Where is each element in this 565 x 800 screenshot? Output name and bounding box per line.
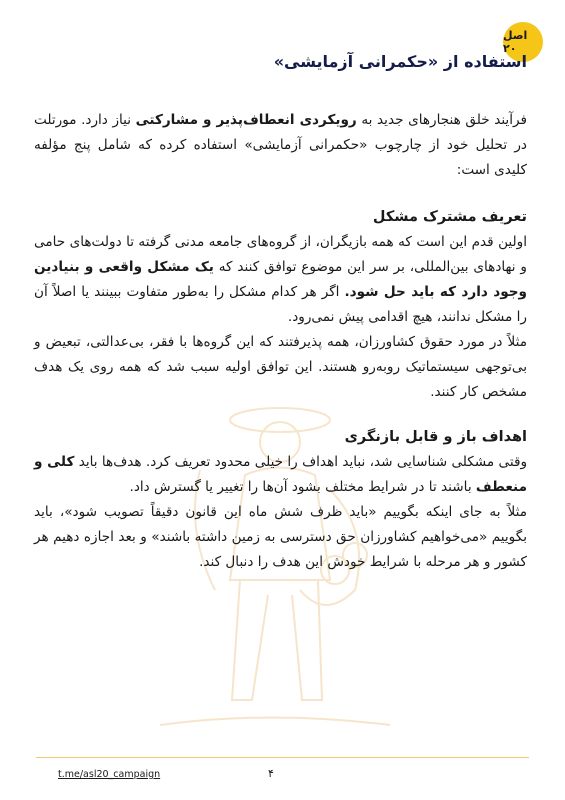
article-body [34,108,527,575]
section-paragraph: اولین قدم این است که همه بازیگران، از گروه‌های جامعه مدنی گرفته تا دولت‌های حامی و نهادهای بین‌المللی، بر سر این موضوع توافق کنند که یک مشکل واقعی و بنیادین وجود دارد که باید حل شود. اگر هر کدام مشکل را به‌طور متفاوت ببینند یا اصلاً آن را مشکل ندانند، هیچ اقدامی پیش نمی‌رود. [34,234,527,325]
section-paragraph: مثلاً به جای اینکه بگوییم «باید ظرف شش ماه این قانون دقیقاً تصویب شود»، باید بگوییم «می‌خواهیم کشاورزان حق دسترسی به زمین داشته باشند» و بعد اجازه دهیم هر کشور و هر مرحله با شرایط خودش این هدف را دنبال کند. [34,504,527,570]
section-heading-goals: اهداف باز و قابل بازنگری [344,429,527,445]
section-paragraph: مثلاً در مورد حقوق کشاورزان، همه پذیرفتند که این گروه‌ها با فقر، بی‌عدالتی، تبعیض و بی‌توجهی سیستماتیک روبه‌رو هستند. این توافق اولیه سبب شد که همه روی یک هدف مشخص کار کنند. [34,334,527,400]
footer-divider [36,757,529,758]
channel-link[interactable]: t.me/asl20_campaign [58,769,161,780]
intro-paragraph: فرآیند خلق هنجارهای جدید به رویکردی انعطاف‌پذیر و مشارکتی نیاز دارد. مورتلت در تحلیل خود از چارچوب «حکمرانی آزمایشی» استفاده کرده که شامل پنج مؤلفه کلیدی است: [34,112,527,178]
section-heading-problem: تعریف مشترک مشکل [372,209,527,225]
page-number: ۴ [268,767,274,780]
brand-logo: اصل ۲۰ [503,22,543,62]
page-title: استفاده از «حکمرانی آزمایشی» [273,52,527,71]
section-paragraph: وقتی مشکلی شناسایی شد، نباید اهداف را خیلی محدود تعریف کرد. هدف‌ها باید کلی و منعطف باشند تا در شرایط مختلف بشود آن‌ها را تغییر یا گسترش داد. [34,454,528,495]
